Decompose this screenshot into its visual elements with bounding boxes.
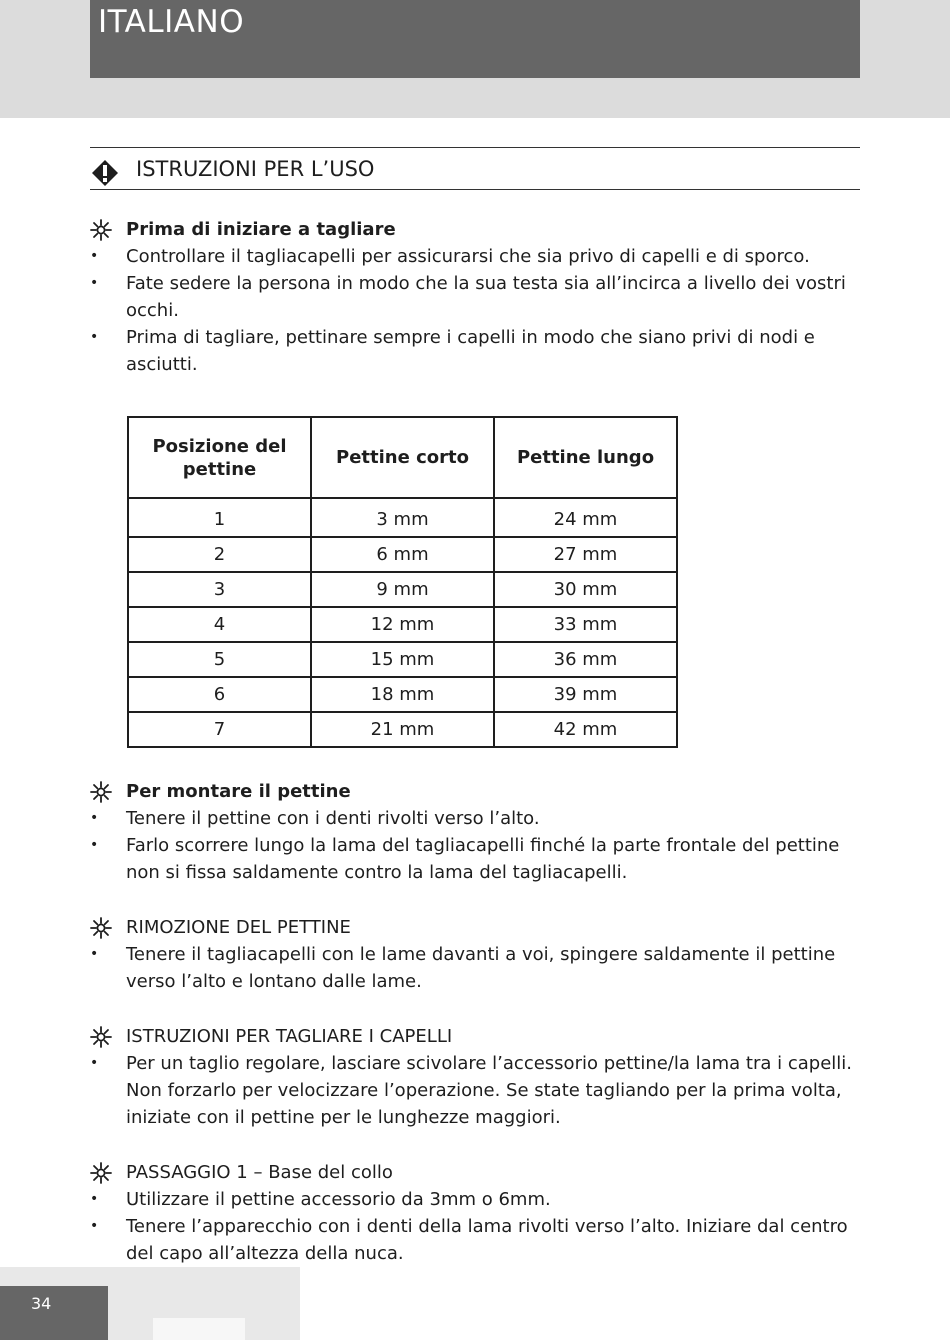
table-header-cell: Pettine corto: [311, 417, 494, 498]
table-row: [128, 712, 677, 747]
list-item: • Tenere il tagliacapelli con le lame davanti a voi, spingere saldamente il pettine verso l’alto e lontano dalle lame.: [90, 941, 860, 995]
bullet-list: [90, 805, 860, 886]
subheading-before-cutting: [90, 216, 860, 243]
list-item: • Controllare il tagliacapelli per assicurarsi che sia privo di capelli e di sporco.: [90, 243, 860, 270]
table-row: [128, 607, 677, 642]
bullet-list: [90, 243, 860, 378]
table-cell: 18 mm: [311, 677, 494, 712]
table-cell: 6 mm: [311, 537, 494, 572]
list-item: • Tenere l’apparecchio con i denti della lama rivolti verso l’alto. Iniziare dal centro del capo all’altezza della nuca.: [90, 1213, 860, 1267]
table-cell: 2: [128, 537, 311, 572]
footer-decoration: [153, 1318, 245, 1340]
table-row: [128, 572, 677, 607]
subheading-text: ISTRUZIONI PER TAGLIARE I CAPELLI: [126, 1026, 453, 1047]
table-cell: 3: [128, 572, 311, 607]
table-cell: 7: [128, 712, 311, 747]
sun-bullet-icon: [90, 1162, 112, 1184]
table-cell: 12 mm: [311, 607, 494, 642]
language-title: ITALIANO: [98, 4, 245, 40]
bullet-list: [90, 1050, 860, 1131]
subheading-cutting-instructions: [90, 1023, 860, 1050]
table-cell: 36 mm: [494, 642, 677, 677]
comb-length-table: [127, 416, 678, 748]
sun-bullet-icon: [90, 917, 112, 939]
table-header-cell: Pettine lungo: [494, 417, 677, 498]
list-item: • Prima di tagliare, pettinare sempre i capelli in modo che siano privi di nodi e asciutti.: [90, 324, 860, 378]
comb-table-wrapper: [127, 416, 860, 748]
post-table-blocks: [90, 778, 860, 1267]
page-number: 34: [31, 1294, 52, 1313]
section-rule-top: [90, 147, 860, 148]
table-cell: 9 mm: [311, 572, 494, 607]
subheading-text: Per montare il pettine: [126, 781, 351, 802]
subheading-attach-comb: [90, 778, 860, 805]
sun-bullet-icon: [90, 219, 112, 241]
section-rule-bottom: [90, 189, 860, 190]
table-cell: 39 mm: [494, 677, 677, 712]
table-row: [128, 537, 677, 572]
list-item: • Fate sedere la persona in modo che la sua testa sia all’incirca a livello dei vostri occhi.: [90, 270, 860, 324]
bullet-list: [90, 1186, 860, 1267]
table-header-cell: Posizione del pettine: [128, 417, 311, 498]
warning-icon: [91, 159, 119, 187]
language-banner: [90, 0, 860, 78]
instructions-content: [90, 216, 860, 1267]
list-item: • Farlo scorrere lungo la lama del tagliacapelli finché la parte frontale del pettine non si fissa saldamente contro la lama del tagliacapelli.: [90, 832, 860, 886]
table-header-row: [128, 417, 677, 498]
table-cell: 30 mm: [494, 572, 677, 607]
table-cell: 24 mm: [494, 498, 677, 537]
page-number-box: [0, 1286, 108, 1340]
table-cell: 21 mm: [311, 712, 494, 747]
subheading-remove-comb: [90, 914, 860, 941]
table-cell: 15 mm: [311, 642, 494, 677]
subheading-text: PASSAGGIO 1 – Base del collo: [126, 1162, 393, 1183]
list-item: • Tenere il pettine con i denti rivolti verso l’alto.: [90, 805, 860, 832]
list-item: • Per un taglio regolare, lasciare scivolare l’accessorio pettine/la lama tra i capelli. Non forzarlo per velocizzare l’operazione. Se state tagliando per la prima volta, iniziate con il pettine per le lunghezze maggiori.: [90, 1050, 860, 1131]
subheading-text: Prima di iniziare a tagliare: [126, 219, 396, 240]
table-cell: 1: [128, 498, 311, 537]
list-item: • Utilizzare il pettine accessorio da 3mm o 6mm.: [90, 1186, 860, 1213]
table-cell: 3 mm: [311, 498, 494, 537]
sun-bullet-icon: [90, 1026, 112, 1048]
table-cell: 33 mm: [494, 607, 677, 642]
table-row: [128, 677, 677, 712]
subheading-step-1: [90, 1159, 860, 1186]
table-cell: 5: [128, 642, 311, 677]
bullet-list: [90, 941, 860, 995]
sun-bullet-icon: [90, 781, 112, 803]
table-cell: 4: [128, 607, 311, 642]
table-row: [128, 642, 677, 677]
table-cell: 6: [128, 677, 311, 712]
table-cell: 42 mm: [494, 712, 677, 747]
subheading-text: RIMOZIONE DEL PETTINE: [126, 917, 351, 938]
table-cell: 27 mm: [494, 537, 677, 572]
table-row: [128, 498, 677, 537]
section-title: ISTRUZIONI PER L’USO: [136, 157, 375, 181]
